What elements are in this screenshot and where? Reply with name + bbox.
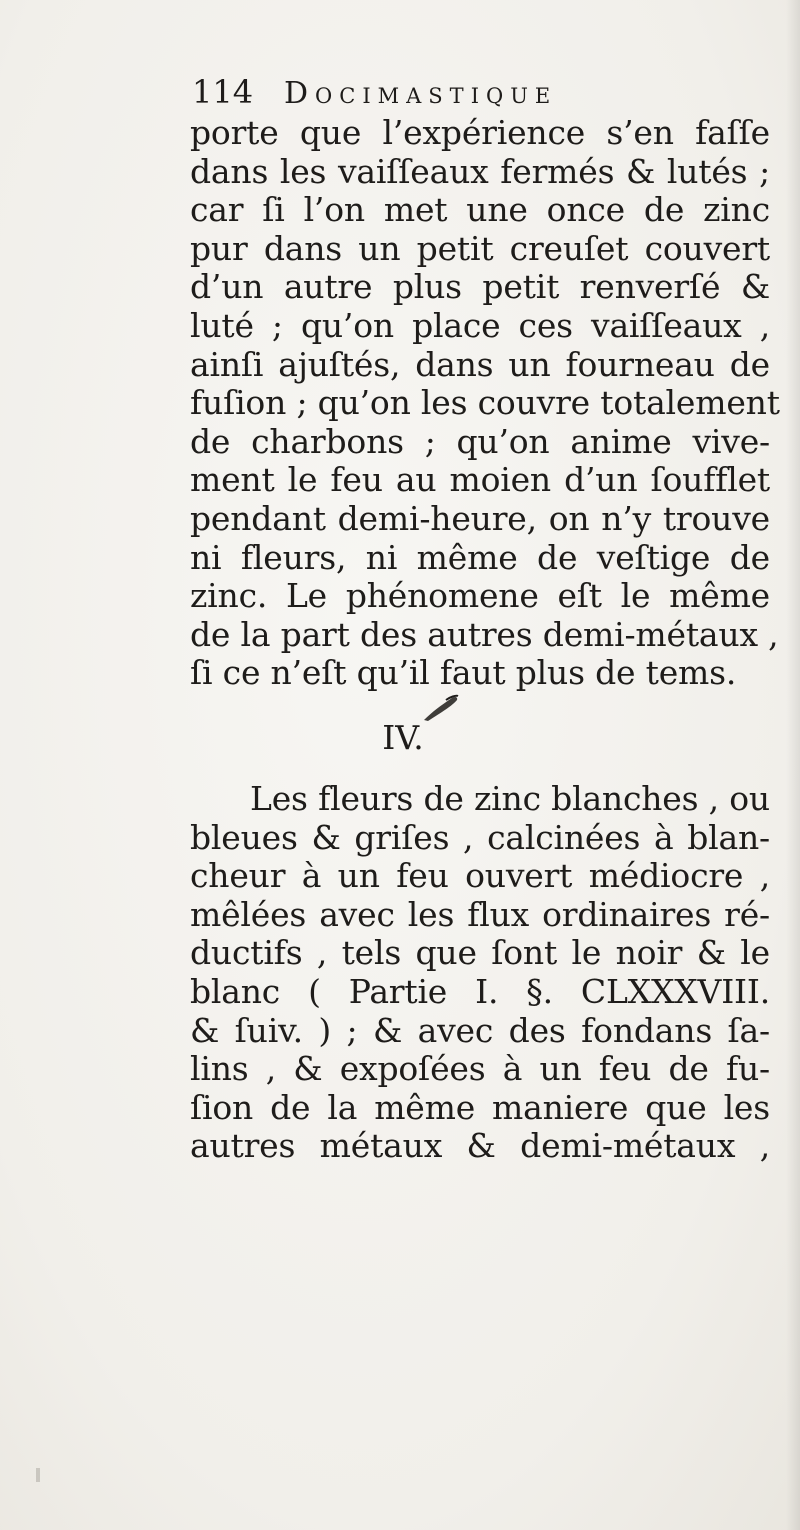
paragraph-1 <box>190 113 780 693</box>
text-line: ni fleurs, ni même de veſtige de <box>190 537 770 577</box>
section-number: IV. <box>382 718 424 757</box>
text-line: de charbons ; qu’on anime vive- <box>190 421 770 461</box>
page-edge-shadow <box>786 0 800 1530</box>
text-line: lins , & expoſées à un feu de fu- <box>190 1049 770 1089</box>
text-line: blanc ( Partie I. §. CLXXXVIII. <box>190 971 770 1011</box>
text-line: zinc. Le phénomene eſt le même <box>190 576 770 616</box>
text-line: & ſuiv. ) ; & avec des fondans ſa- <box>190 1010 770 1050</box>
running-header <box>192 70 692 114</box>
text-line: ſi ce n’eſt qu’il faut plus de tems. <box>190 653 737 693</box>
text-line: dans les vaiſſeaux fermés & lutés ; <box>190 151 770 191</box>
text-line: fuſion ; qu’on les couvre totalement <box>190 383 780 423</box>
paragraph-2 <box>190 780 770 1166</box>
paper-mark <box>36 1468 40 1482</box>
text-line: ment le feu au moien d’un ſoufflet <box>190 460 770 500</box>
text-line: pendant demi-heure, on n’y trouve <box>190 498 770 538</box>
text-line: mêlées avec les flux ordinaires ré- <box>190 894 770 934</box>
text-line: autres métaux & demi-métaux , <box>190 1126 770 1166</box>
page-number: 114 <box>192 73 254 111</box>
text-line: Les fleurs de zinc blanches , ou <box>250 779 770 818</box>
text-line: car ſi l’on met une once de zinc <box>190 190 770 230</box>
text-line: de la part des autres demi-métaux , <box>190 614 779 654</box>
text-line: porte que l’expérience s’en faſſe <box>190 113 770 152</box>
text-line: ſion de la même maniere que les <box>190 1087 770 1127</box>
text-line: pur dans un petit creuſet couvert <box>190 228 770 268</box>
running-title: Docimastique <box>284 76 558 111</box>
text-line: luté ; qu’on place ces vaiſſeaux , <box>190 305 770 345</box>
text-line: d’un autre plus petit renverſé & <box>190 267 770 307</box>
text-line: cheur à un feu ouvert médiocre , <box>190 856 770 896</box>
text-line: bleues & griſes , calcinées à blan- <box>190 817 770 857</box>
text-line: ainſi ajuſtés, dans un fourneau de <box>190 344 770 384</box>
text-line: ductifs , tels que ſont le noir & le <box>190 933 770 973</box>
